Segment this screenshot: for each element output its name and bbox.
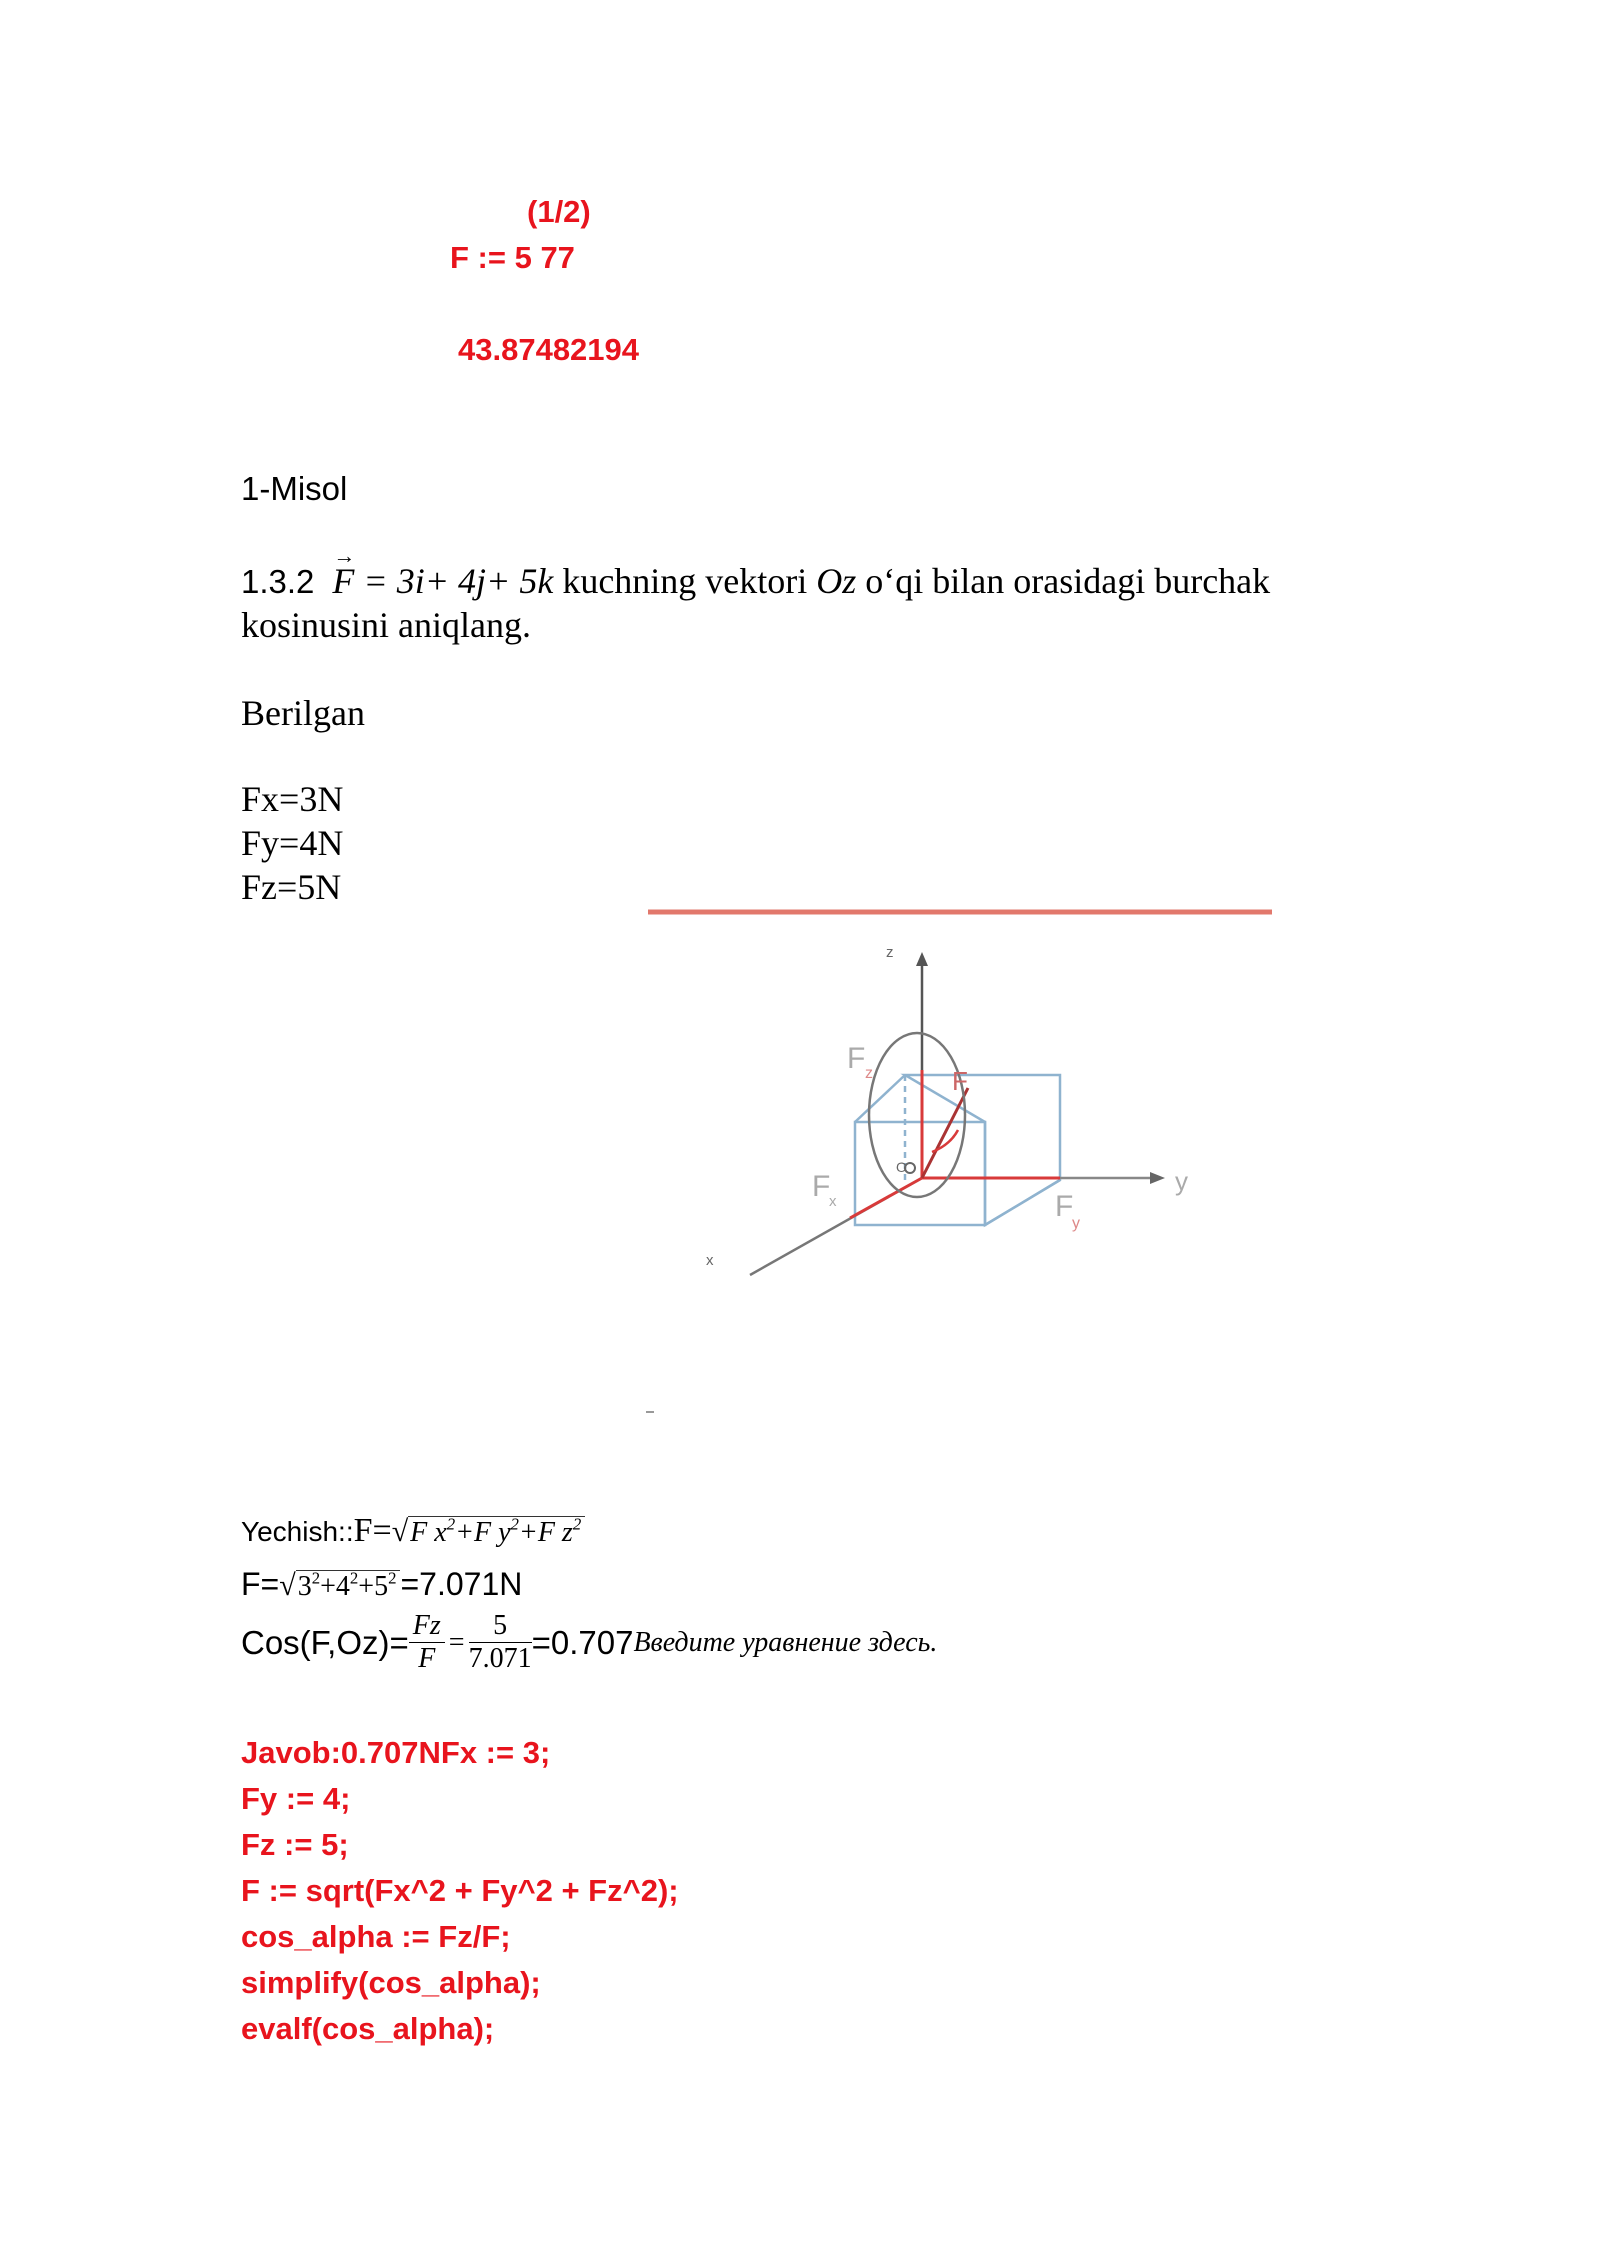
z-axis-arrow: [916, 952, 928, 966]
y-axis-arrow: [1150, 1172, 1165, 1184]
solution-f-eq: F=: [353, 1512, 392, 1549]
problem-line-2: kosinusini aniqlang.: [241, 605, 531, 645]
f-vector: [922, 1088, 968, 1178]
solution-line-1: Yechish::F=√F $x^2+F$ $y^2+F$ $z^2$: [241, 1512, 585, 1550]
label-fy: F: [1055, 1190, 1074, 1223]
result-text: 43.87482194: [458, 332, 640, 367]
sqrt-expression: F $x^2+F$ $y^2+F$ $z^2$: [408, 1516, 585, 1549]
cone-ellipse: [869, 1033, 965, 1197]
fraction-5-7071: $\frac{5}{7.071}$: [468, 1610, 532, 1675]
problem-text-2: o‘qi bilan orasidagi burchak: [856, 561, 1271, 601]
given-label: Berilgan: [241, 693, 365, 733]
vector-figure: [640, 900, 1280, 1440]
axis-x-label: x: [706, 1252, 714, 1269]
answer-line: simplify(cos_alpha);: [241, 1965, 541, 2000]
answer-line: F := sqrt(Fx^2 + Fy^2 + Fz^2);: [241, 1873, 679, 1908]
label-f: F: [952, 1066, 968, 1096]
vector-f: F →: [332, 543, 356, 601]
fraction-fz-f: $\frac{Fz}{F}$: [409, 1610, 445, 1675]
answer-line: evalf(cos_alpha);: [241, 2011, 495, 2046]
origin-label: O: [896, 1159, 907, 1175]
problem-number: 1.3.2: [241, 563, 315, 600]
cos-result: =0.707: [531, 1623, 634, 1661]
equals-sign: =: [354, 561, 397, 601]
answer-line: Javob:0.707NFx := 3;: [241, 1735, 551, 1770]
term-j: 4j: [458, 561, 487, 601]
equals: =: [448, 1626, 465, 1658]
parallelepiped: [855, 1075, 1060, 1225]
given-fy: Fy=4N: [241, 823, 344, 863]
given-fz: Fz=5N: [241, 867, 342, 907]
label-fz: F: [847, 1042, 866, 1075]
answer-block: [241, 1730, 679, 2052]
f2-prefix: F=: [241, 1566, 280, 1602]
given-fx: Fx=3N: [241, 779, 344, 819]
label-fz-sub: z: [865, 1065, 873, 1082]
solution-line-2: $F=√3^2+4^2+5^2 =7.071N$: [241, 1566, 523, 1602]
term-i: 3i: [396, 561, 425, 601]
problem-text-1: kuchning vektori: [553, 561, 817, 601]
solution-label: Yechish::: [241, 1516, 354, 1547]
plus-2: +: [486, 561, 520, 601]
answer-line: Fz := 5;: [241, 1827, 349, 1862]
problem-line-1: [241, 543, 1271, 602]
term-k: 5k: [519, 561, 554, 601]
f2-result: =7.071N: [400, 1566, 523, 1602]
example-title: 1-Misol: [241, 470, 348, 507]
solution-line-3: [241, 1610, 937, 1675]
axis-y-label: y: [1175, 1166, 1188, 1196]
fx-vector: [850, 1178, 922, 1218]
answer-line: Fy := 4;: [241, 1781, 351, 1816]
label-fx-sub: x: [829, 1193, 837, 1210]
equation-placeholder[interactable]: Введите уравнение здесь.: [633, 1626, 938, 1658]
label-fx: F: [812, 1170, 831, 1203]
plus-1: +: [424, 561, 459, 601]
axis-z-label: z: [886, 944, 894, 961]
assign-f-text: F := 5 77: [450, 240, 575, 275]
sqrt-numbers: $3^2+4^2+5^2$: [296, 1570, 401, 1603]
fraction-text: (1/2): [527, 194, 591, 229]
cos-prefix: Cos(F,Oz)=: [241, 1623, 409, 1661]
label-fy-sub: y: [1072, 1215, 1080, 1232]
axis-oz: Oz: [816, 561, 857, 601]
answer-line: cos_alpha := Fz/F;: [241, 1919, 511, 1954]
